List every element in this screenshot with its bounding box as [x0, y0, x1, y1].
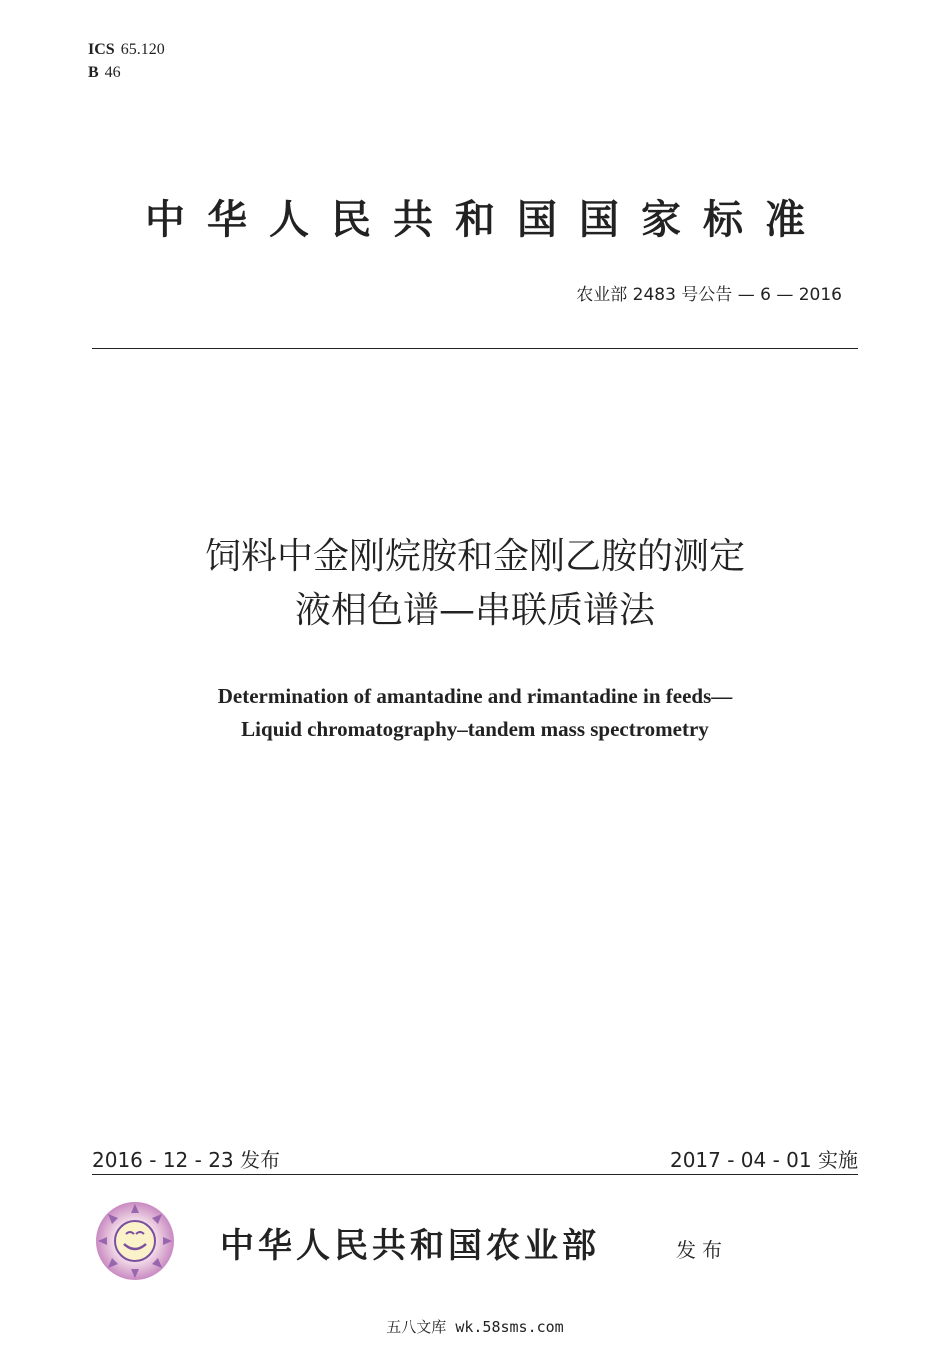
footer-divider [92, 1174, 858, 1175]
issue-date: 2016 - 12 - 23 发布 [92, 1148, 281, 1172]
publisher-name: 中华人民共和国农业部 [220, 1226, 600, 1266]
watermark: 五八文库 wk.58sms.com [386, 1318, 564, 1336]
ics-label: ICS [88, 41, 115, 58]
ministry-emblem-icon [94, 1200, 176, 1282]
ccs-label: B [88, 64, 99, 81]
ics-code [88, 38, 165, 61]
implementation-date: 2017 - 04 - 01 实施 [669, 1148, 858, 1172]
chinese-title [0, 530, 950, 638]
ccs-value: 46 [104, 64, 121, 81]
english-title [0, 680, 950, 746]
header-divider [92, 348, 858, 349]
publish-suffix: 发布 [676, 1238, 728, 1262]
ics-value: 65.120 [120, 41, 165, 58]
classification-codes [88, 38, 165, 84]
national-standard-title: 中华人民共和国国家标准 [145, 197, 827, 243]
ccs-code [88, 61, 165, 84]
standard-number: 农业部 2483 号公告 — 6 — 2016 [576, 285, 842, 305]
chinese-title-line-2: 液相色谱—串联质谱法 [294, 590, 655, 631]
english-title-line-2: Liquid chromatography–tandem mass spectrometry [241, 717, 709, 741]
chinese-title-line-1: 饲料中金刚烷胺和金刚乙胺的测定 [204, 536, 745, 577]
english-title-line-1: Determination of amantadine and rimantadine in feeds— [217, 684, 733, 708]
